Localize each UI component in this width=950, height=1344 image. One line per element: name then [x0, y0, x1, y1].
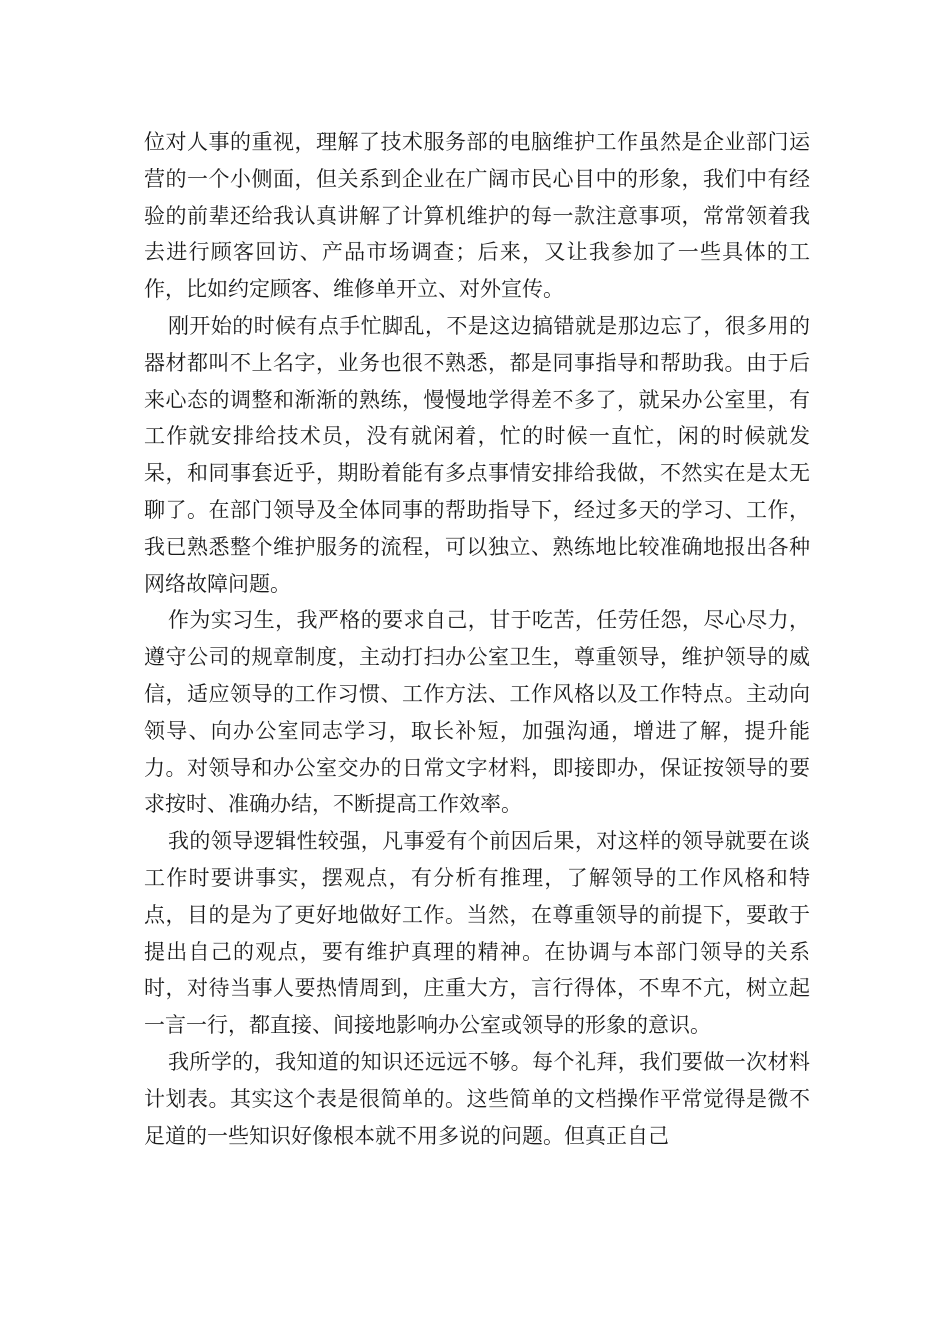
paragraph-1: 位对人事的重视，理解了技术服务部的电脑维护工作虽然是企业部门运营的一个小侧面，但关系到企业在广阔市民心目中的形象，我们中有经验的前辈还给我认真讲解了计算机维护的每一款注意事项，常常领着我去进行顾客回访、产品市场调查；后来，又让我参加了一些具体的工作，比如约定顾客、维修单开立、对外宣传。 — [144, 130, 810, 302]
paragraph-3: 作为实习生，我严格的要求自己，甘于吃苦，任劳任怨，尽心尽力，遵守公司的规章制度，主动打扫办公室卫生，尊重领导，维护领导的威信，适应领导的工作习惯、工作方法、工作风格以及工作特点。主动向领导、向办公室同志学习，取长补短，加强沟通，增进了解，提升能力。对领导和办公室交办的日常文字材料，即接即办，保证按领导的要求按时、准确办结，不断提高工作效率。 — [144, 608, 810, 817]
document-body — [144, 124, 810, 1154]
paragraph-4: 我的领导逻辑性较强，凡事爱有个前因后果，对这样的领导就要在谈工作时要讲事实，摆观点，有分析有推理，了解领导的工作风格和特点，目的是为了更好地做好工作。当然，在尊重领导的前提下，要敢于提出自己的观点，要有维护真理的精神。在协调与本部门领导的关系时，对待当事人要热情周到，庄重大方，言行得体，不卑不亢，树立起一言一行，都直接、间接地影响办公室或领导的形象的意识。 — [144, 829, 810, 1038]
paragraph-2: 刚开始的时候有点手忙脚乱，不是这边搞错就是那边忘了，很多用的器材都叫不上名字，业务也很不熟悉，都是同事指导和帮助我。由于后来心态的调整和渐渐的熟练，慢慢地学得差不多了，就呆办公室里，有工作就安排给技术员，没有就闲着，忙的时候一直忙，闲的时候就发呆，和同事套近乎，期盼着能有多点事情安排给我做，不然实在是太无聊了。在部门领导及全体同事的帮助指导下，经过多天的学习、工作，我已熟悉整个维护服务的流程，可以独立、熟练地比较准确地报出各种网络故障问题。 — [144, 313, 810, 596]
paragraph-5: 我所学的，我知道的知识还远远不够。每个礼拜，我们要做一次材料计划表。其实这个表是很简单的。这些简单的文档操作平常觉得是微不足道的一些知识好像根本就不用多说的问题。但真正自己 — [144, 1049, 810, 1148]
